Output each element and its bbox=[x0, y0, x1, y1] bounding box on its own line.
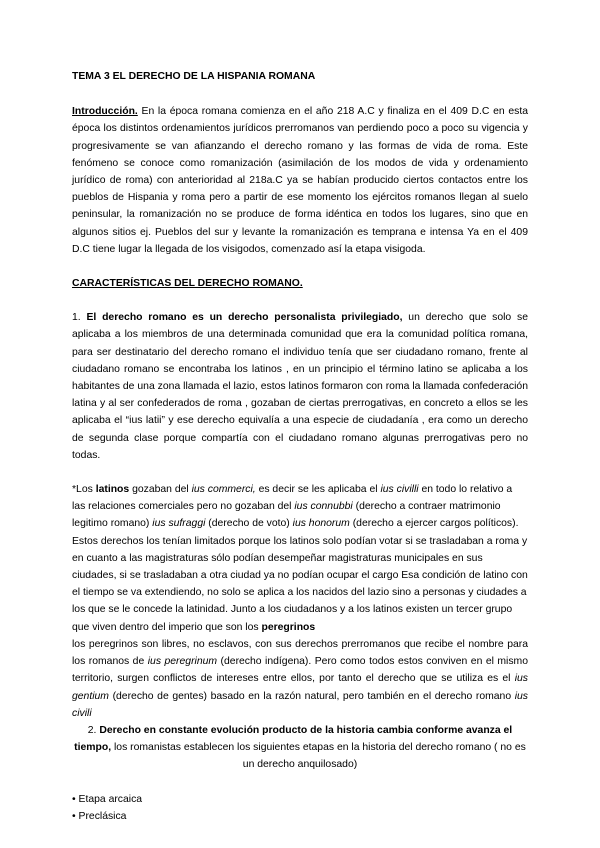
bold-lead: El derecho romano es un derecho personalista privilegiado, bbox=[86, 312, 403, 324]
section-heading: CARACTERÍSTICAS DEL DERECHO ROMANO. bbox=[72, 278, 303, 290]
text-run: en todo lo relativo a las relaciones comerciales pero no gozaban del bbox=[72, 484, 513, 513]
intro-label: Introducción. bbox=[72, 106, 138, 118]
spacer bbox=[72, 292, 528, 309]
paragraph-latinos bbox=[72, 481, 528, 636]
list-item: • Etapa arcaica bbox=[72, 791, 528, 808]
italic-term: ius commerci, bbox=[191, 484, 256, 496]
paragraph-text: los romanistas establecen los siguientes etapas en la historia del derecho romano ( no es un derecho anquilosado) bbox=[111, 742, 526, 771]
italic-term: ius honorum bbox=[292, 518, 350, 530]
paragraph-text: un derecho que solo se aplicaba a los miembros de una determinada comunidad que era la comunidad política romana, para ser destinatario del derecho romano el individuo tenía que ser ciudadano romano, frente al ciudadano romano se encontraba los latinos , en un principio el término latino se aplicaba a los habitantes de una zona llamada el lazio, estos latinos formaron con roma la llamada confederación latina y al ser confederados de roma , gozaban de ciertas prerrogativas, en concreto a ellos se les aplicaba el “ius latii” y ese derecho equivalía a una especie de ciudadanía , era como un derecho de segunda clase porque compartía con el ciudadano romano algunas prerrogativas pero no todas. bbox=[72, 312, 528, 461]
spacer bbox=[72, 774, 528, 791]
italic-term: ius connubbi bbox=[294, 501, 353, 513]
intro-text: En la época romana comienza en el año 218 A.C y finaliza en el 409 D.C en esta época los distintos ordenamientos jurídicos prerromanos van perdiendo poco a poco su vigencia y progresivamente se van afianzando el derecho romano y las formas de vida de roma. Este fenómeno se conoce como romanización (asimilación de los modos de vida y ordenamiento jurídico de roma) con anterioridad al 218a.C ya se habían producido ciertos contactos entre los pueblos de Hispania y roma pero a partir de ese momento los ejércitos romanos llegan al suelo peninsular, la romanización no se produce de forma idéntica en todos los lugares, sino que en algunos sitios ej. Pueblos del sur y levante la romanización es temprana e intensa Ya en el 409 D.C tiene lugar la llegada de los visigodos, comenzado así la etapa visigoda. bbox=[72, 106, 528, 255]
spacer bbox=[72, 464, 528, 481]
spacer bbox=[72, 258, 528, 275]
text-run: los peregrinos son libres, no esclavos, con sus derechos prerromanos que recibe el nombre para los romanos de bbox=[72, 638, 528, 668]
paragraph-peregrinos bbox=[72, 636, 528, 722]
list-item: • Preclásica bbox=[72, 808, 528, 825]
bold-lead: Derecho en constante evolución producto de la historia cambia conforme avanza el tiempo, bbox=[74, 724, 513, 754]
text-run: (derecho a ejercer cargos políticos). Estos derechos los tenían limitados porque los latinos solo podían votar si se trasladaban a roma y en cuanto a las magistraturas sólo podían desempeñar magistraturas municipales en sus ciudades, si se trasladaban a otra ciudad ya no podían ocupar el cargo Esa condición de latino con el tiempo se va extendiendo, no solo se aplica a los nacidos del lazio sino a personas y ciudades a los que se le concede la latinidad. Junto a los ciudadanos y a los latinos existen un tercer grupo que viven dentro del imperio que son los bbox=[72, 518, 528, 633]
text-run: *Los bbox=[72, 484, 96, 496]
intro-paragraph bbox=[72, 103, 528, 258]
list-number: 2. bbox=[87, 724, 100, 736]
text-run: (derecho de voto) bbox=[205, 518, 293, 530]
italic-term: ius gentium bbox=[72, 673, 528, 702]
italic-term: ius sufraggi bbox=[152, 518, 206, 530]
italic-term: ius civilli bbox=[380, 484, 419, 496]
paragraph-evolucion bbox=[72, 722, 528, 774]
text-run: gozaban del bbox=[129, 484, 192, 496]
etapas-list bbox=[72, 791, 528, 825]
text-run: (derecho a contraer matrimonio legitimo romano) bbox=[72, 501, 501, 530]
text-run: es decir se les aplicaba el bbox=[255, 484, 381, 496]
bold-term: latinos bbox=[95, 484, 130, 496]
paragraph-personalista bbox=[72, 309, 528, 464]
text-run: (derecho indígena). Pero como todos estos conviven en el mismo territorio, surgen conflictos de intereses entre ellos, por tanto el derecho que se utiliza es el bbox=[72, 656, 528, 685]
list-number: 1. bbox=[72, 312, 87, 324]
document-title: TEMA 3 EL DERECHO DE LA HISPANIA ROMANA bbox=[72, 71, 316, 82]
bold-term: peregrinos bbox=[261, 621, 316, 633]
text-run: (derecho de gentes) basado en la razón natural, pero también en el derecho romano bbox=[108, 690, 515, 702]
italic-term: ius civili bbox=[72, 690, 528, 719]
italic-term: ius peregrinum bbox=[147, 656, 218, 668]
